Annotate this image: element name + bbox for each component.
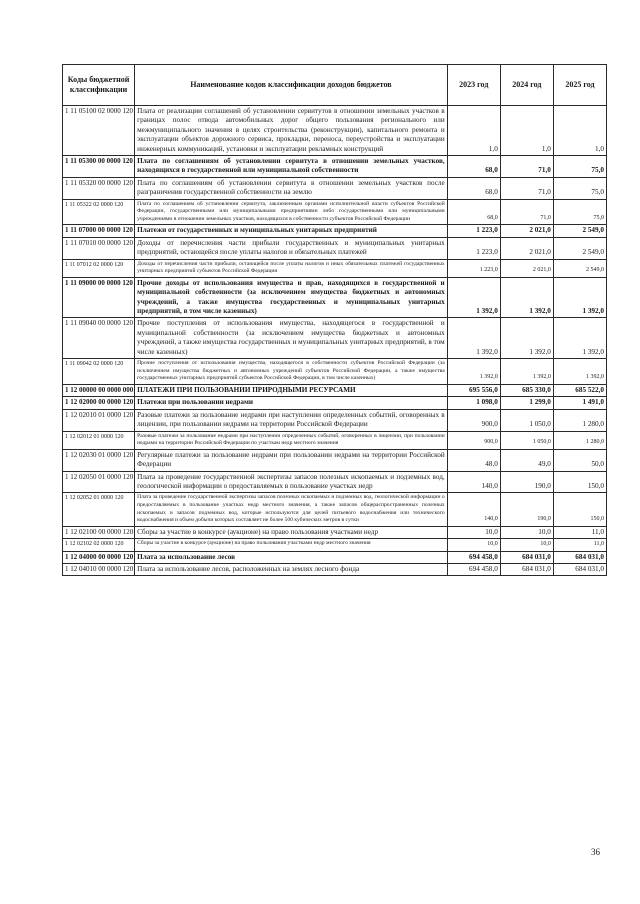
row-code: 1 11 09042 02 0000 120 (63, 359, 135, 385)
row-name: Регулярные платежи за пользование недрами при пользовании недрами на территории Российской Федерации (135, 449, 448, 471)
table-row (63, 318, 607, 359)
row-value-2023: 10,0 (447, 539, 500, 551)
table-row (63, 106, 607, 156)
row-value-2025: 1 392,0 (553, 318, 606, 359)
row-name: Доходы от перечисления части прибыли государственных и муниципальных унитарных предприятий, остающейся после уплаты налогов и обязательных платежей (135, 237, 448, 259)
table-row (63, 237, 607, 259)
row-value-2024: 190,0 (500, 493, 553, 526)
table-row (63, 539, 607, 551)
table-row (63, 199, 607, 225)
row-code: 1 11 07010 00 0000 120 (63, 237, 135, 259)
row-value-2024: 2 021,0 (500, 225, 553, 237)
row-code: 1 12 02030 01 0000 120 (63, 449, 135, 471)
row-value-2023: 1 392,0 (447, 277, 500, 318)
row-code: 1 12 02012 01 0000 120 (63, 431, 135, 449)
row-value-2025: 1 491,0 (553, 397, 606, 409)
row-value-2025: 11,0 (553, 526, 606, 538)
row-code: 1 12 04000 00 0000 120 (63, 551, 135, 563)
row-name: Плата за использование лесов (135, 551, 448, 563)
row-value-2023: 140,0 (447, 471, 500, 493)
row-code: 1 11 05100 02 0000 120 (63, 106, 135, 156)
row-value-2025: 75,0 (553, 199, 606, 225)
row-value-2024: 1 299,0 (500, 397, 553, 409)
row-code: 1 12 02010 01 0000 120 (63, 409, 135, 431)
row-value-2024: 1 050,0 (500, 409, 553, 431)
row-value-2024: 1,0 (500, 106, 553, 156)
header-2025: 2025 год (553, 65, 606, 106)
row-value-2025: 684 031,0 (553, 551, 606, 563)
row-value-2023: 68,0 (447, 156, 500, 178)
table-row (63, 431, 607, 449)
table-row (63, 526, 607, 538)
row-value-2023: 1,0 (447, 106, 500, 156)
row-value-2024: 49,0 (500, 449, 553, 471)
row-code: 1 12 00000 00 0000 000 (63, 384, 135, 396)
document-page (62, 64, 607, 576)
row-value-2023: 694 458,0 (447, 551, 500, 563)
row-value-2025: 684 031,0 (553, 563, 606, 575)
row-name: Плата от реализации соглашений об установлении сервитутов в отношении земельных участков в границах полос отвода автомобильных дорог общего пользования регионального или межмуниципального значения в целях строительства (реконструкции), капитального ремонта и эксплуатации объектов дорожного сервиса, прокладки, переноса, переустройства и эксплуатации инженерных коммуникаций, установки и эксплуатации рекламных конструкций (135, 106, 448, 156)
row-code: 1 11 09040 00 0000 120 (63, 318, 135, 359)
row-value-2024: 190,0 (500, 471, 553, 493)
table-row (63, 409, 607, 431)
row-value-2025: 1 280,0 (553, 409, 606, 431)
row-value-2025: 1 280,0 (553, 431, 606, 449)
row-code: 1 12 02102 02 0000 120 (63, 539, 135, 551)
table-row (63, 397, 607, 409)
table-row (63, 359, 607, 385)
row-value-2024: 71,0 (500, 177, 553, 199)
table-row (63, 493, 607, 526)
row-code: 1 12 02000 00 0000 120 (63, 397, 135, 409)
row-name: Сборы за участие в конкурсе (аукционе) на право пользования участками недр местного значения (135, 539, 448, 551)
table-row (63, 259, 607, 277)
row-code: 1 12 02052 01 0000 120 (63, 493, 135, 526)
row-value-2023: 1 223,0 (447, 259, 500, 277)
row-value-2023: 1 223,0 (447, 237, 500, 259)
table-row (63, 177, 607, 199)
row-code: 1 11 07000 00 0000 120 (63, 225, 135, 237)
row-name: ПЛАТЕЖИ ПРИ ПОЛЬЗОВАНИИ ПРИРОДНЫМИ РЕСУРСАМИ (135, 384, 448, 396)
row-name: Плата за проведение государственной экспертизы запасов полезных ископаемых и подземных вод, геологической информации о предоставляемых в пользование участках недр (135, 471, 448, 493)
row-value-2023: 68,0 (447, 199, 500, 225)
row-value-2023: 900,0 (447, 409, 500, 431)
row-code: 1 11 05300 00 0000 120 (63, 156, 135, 178)
table-row (63, 449, 607, 471)
row-code: 1 12 02050 01 0000 120 (63, 471, 135, 493)
row-value-2023: 900,0 (447, 431, 500, 449)
row-value-2023: 140,0 (447, 493, 500, 526)
row-name: Прочие поступления от использования имущества, находящегося в государственной и муниципальной собственности (за исключением имущества бюджетных и автономных учреждений, а также имущества государственных и муниципальных унитарных предприятий, в том числе казенных) (135, 318, 448, 359)
row-value-2023: 695 556,0 (447, 384, 500, 396)
row-value-2025: 2 549,0 (553, 259, 606, 277)
table-row (63, 277, 607, 318)
row-value-2023: 68,0 (447, 177, 500, 199)
page-number: 36 (591, 847, 600, 857)
table-row (63, 563, 607, 575)
row-name: Плата по соглашениям об установлении сервитута в отношении земельных участков, находящихся в государственной или муниципальной собственности (135, 156, 448, 178)
header-2024: 2024 год (500, 65, 553, 106)
row-value-2024: 685 330,0 (500, 384, 553, 396)
row-value-2024: 2 021,0 (500, 237, 553, 259)
row-value-2025: 50,0 (553, 449, 606, 471)
row-value-2023: 10,0 (447, 526, 500, 538)
row-value-2025: 1,0 (553, 106, 606, 156)
row-value-2025: 2 549,0 (553, 237, 606, 259)
row-code: 1 12 04010 00 0000 120 (63, 563, 135, 575)
header-code: Коды бюджетной классификации (63, 65, 135, 106)
row-value-2025: 150,0 (553, 493, 606, 526)
row-value-2025: 685 522,0 (553, 384, 606, 396)
row-name: Платежи от государственных и муниципальных унитарных предприятий (135, 225, 448, 237)
row-name: Доходы от перечисления части прибыли, остающейся после уплаты налогов и иных обязательных платежей государственных унитарных предприятий субъектов Российской Федерации (135, 259, 448, 277)
row-value-2025: 1 392,0 (553, 359, 606, 385)
row-value-2023: 48,0 (447, 449, 500, 471)
row-value-2024: 684 031,0 (500, 551, 553, 563)
table-row (63, 225, 607, 237)
row-name: Прочие поступления от использования имущества, находящегося в собственности субъектов Российской Федерации (за исключением имущества бюджетных и автономных учреждений субъектов Российской Федерации, а также имущества государственных унитарных предприятий субъектов Российской Федерации, в том числе казенных) (135, 359, 448, 385)
row-name: Плата за использование лесов, расположенных на землях лесного фонда (135, 563, 448, 575)
row-value-2025: 150,0 (553, 471, 606, 493)
revenue-classification-table (62, 64, 607, 576)
row-value-2025: 75,0 (553, 177, 606, 199)
row-name: Прочие доходы от использования имущества и прав, находящихся в государственной и муниципальной собственности (за исключением имущества бюджетных и автономных учреждений, а также имущества государственных и муниципальных унитарных предприятий, в том числе казенных) (135, 277, 448, 318)
row-value-2024: 2 021,0 (500, 259, 553, 277)
row-name: Плата по соглашениям об установлении сервитута в отношении земельных участков после разграничения государственной собственности на землю (135, 177, 448, 199)
row-value-2024: 10,0 (500, 526, 553, 538)
row-value-2024: 71,0 (500, 156, 553, 178)
row-value-2025: 2 549,0 (553, 225, 606, 237)
row-value-2024: 10,0 (500, 539, 553, 551)
row-value-2024: 71,0 (500, 199, 553, 225)
row-code: 1 12 02100 00 0000 120 (63, 526, 135, 538)
row-value-2024: 1 392,0 (500, 277, 553, 318)
table-body (63, 106, 607, 576)
row-code: 1 11 07012 02 0000 120 (63, 259, 135, 277)
table-row (63, 384, 607, 396)
table-row (63, 551, 607, 563)
row-name: Сборы за участие в конкурсе (аукционе) на право пользования участками недр (135, 526, 448, 538)
row-value-2023: 1 392,0 (447, 318, 500, 359)
row-value-2023: 1 392,0 (447, 359, 500, 385)
row-value-2023: 1 223,0 (447, 225, 500, 237)
table-row (63, 471, 607, 493)
row-value-2024: 1 392,0 (500, 318, 553, 359)
row-value-2023: 1 098,0 (447, 397, 500, 409)
row-code: 1 11 09000 00 0000 120 (63, 277, 135, 318)
table-row (63, 156, 607, 178)
row-value-2025: 75,0 (553, 156, 606, 178)
row-value-2024: 1 392,0 (500, 359, 553, 385)
row-value-2023: 694 458,0 (447, 563, 500, 575)
row-value-2024: 684 031,0 (500, 563, 553, 575)
row-name: Платежи при пользовании недрами (135, 397, 448, 409)
row-value-2025: 11,0 (553, 539, 606, 551)
table-header-row (63, 65, 607, 106)
row-name: Плата за проведение государственной экспертизы запасов полезных ископаемых и подземных вод, геологической информации о предоставляемых в пользование участках недр местного значения, а также запасов общераспространенных полезных ископаемых и запасов подземных вод, которые используются для целей питьевого водоснабжения или технического водоснабжения и объем добычи которых составляет не более 500 кубических метров в сутки (135, 493, 448, 526)
row-name: Разовые платежи за пользование недрами при наступлении определенных событий, оговоренных в лицензии, при пользовании недрами на территории Российской Федерации (135, 409, 448, 431)
row-code: 1 11 05320 00 0000 120 (63, 177, 135, 199)
header-name: Наименование кодов классификации доходов бюджетов (135, 65, 448, 106)
header-2023: 2023 год (447, 65, 500, 106)
row-value-2024: 1 050,0 (500, 431, 553, 449)
row-value-2025: 1 392,0 (553, 277, 606, 318)
row-name: Плата по соглашениям об установлении сервитута, заключенным органами исполнительной власти субъектов Российской Федерации, государственными или муниципальными предприятиями либо государственными или муниципальными учреждениями в отношении земельных участков, находящихся в собственности субъектов Российской Федерации (135, 199, 448, 225)
row-name: Разовые платежи за пользование недрами при наступлении определенных событий, оговоренных в лицензии, при пользовании недрами на территории Российской Федерации по участкам недр местного значения (135, 431, 448, 449)
row-code: 1 11 05322 02 0000 120 (63, 199, 135, 225)
